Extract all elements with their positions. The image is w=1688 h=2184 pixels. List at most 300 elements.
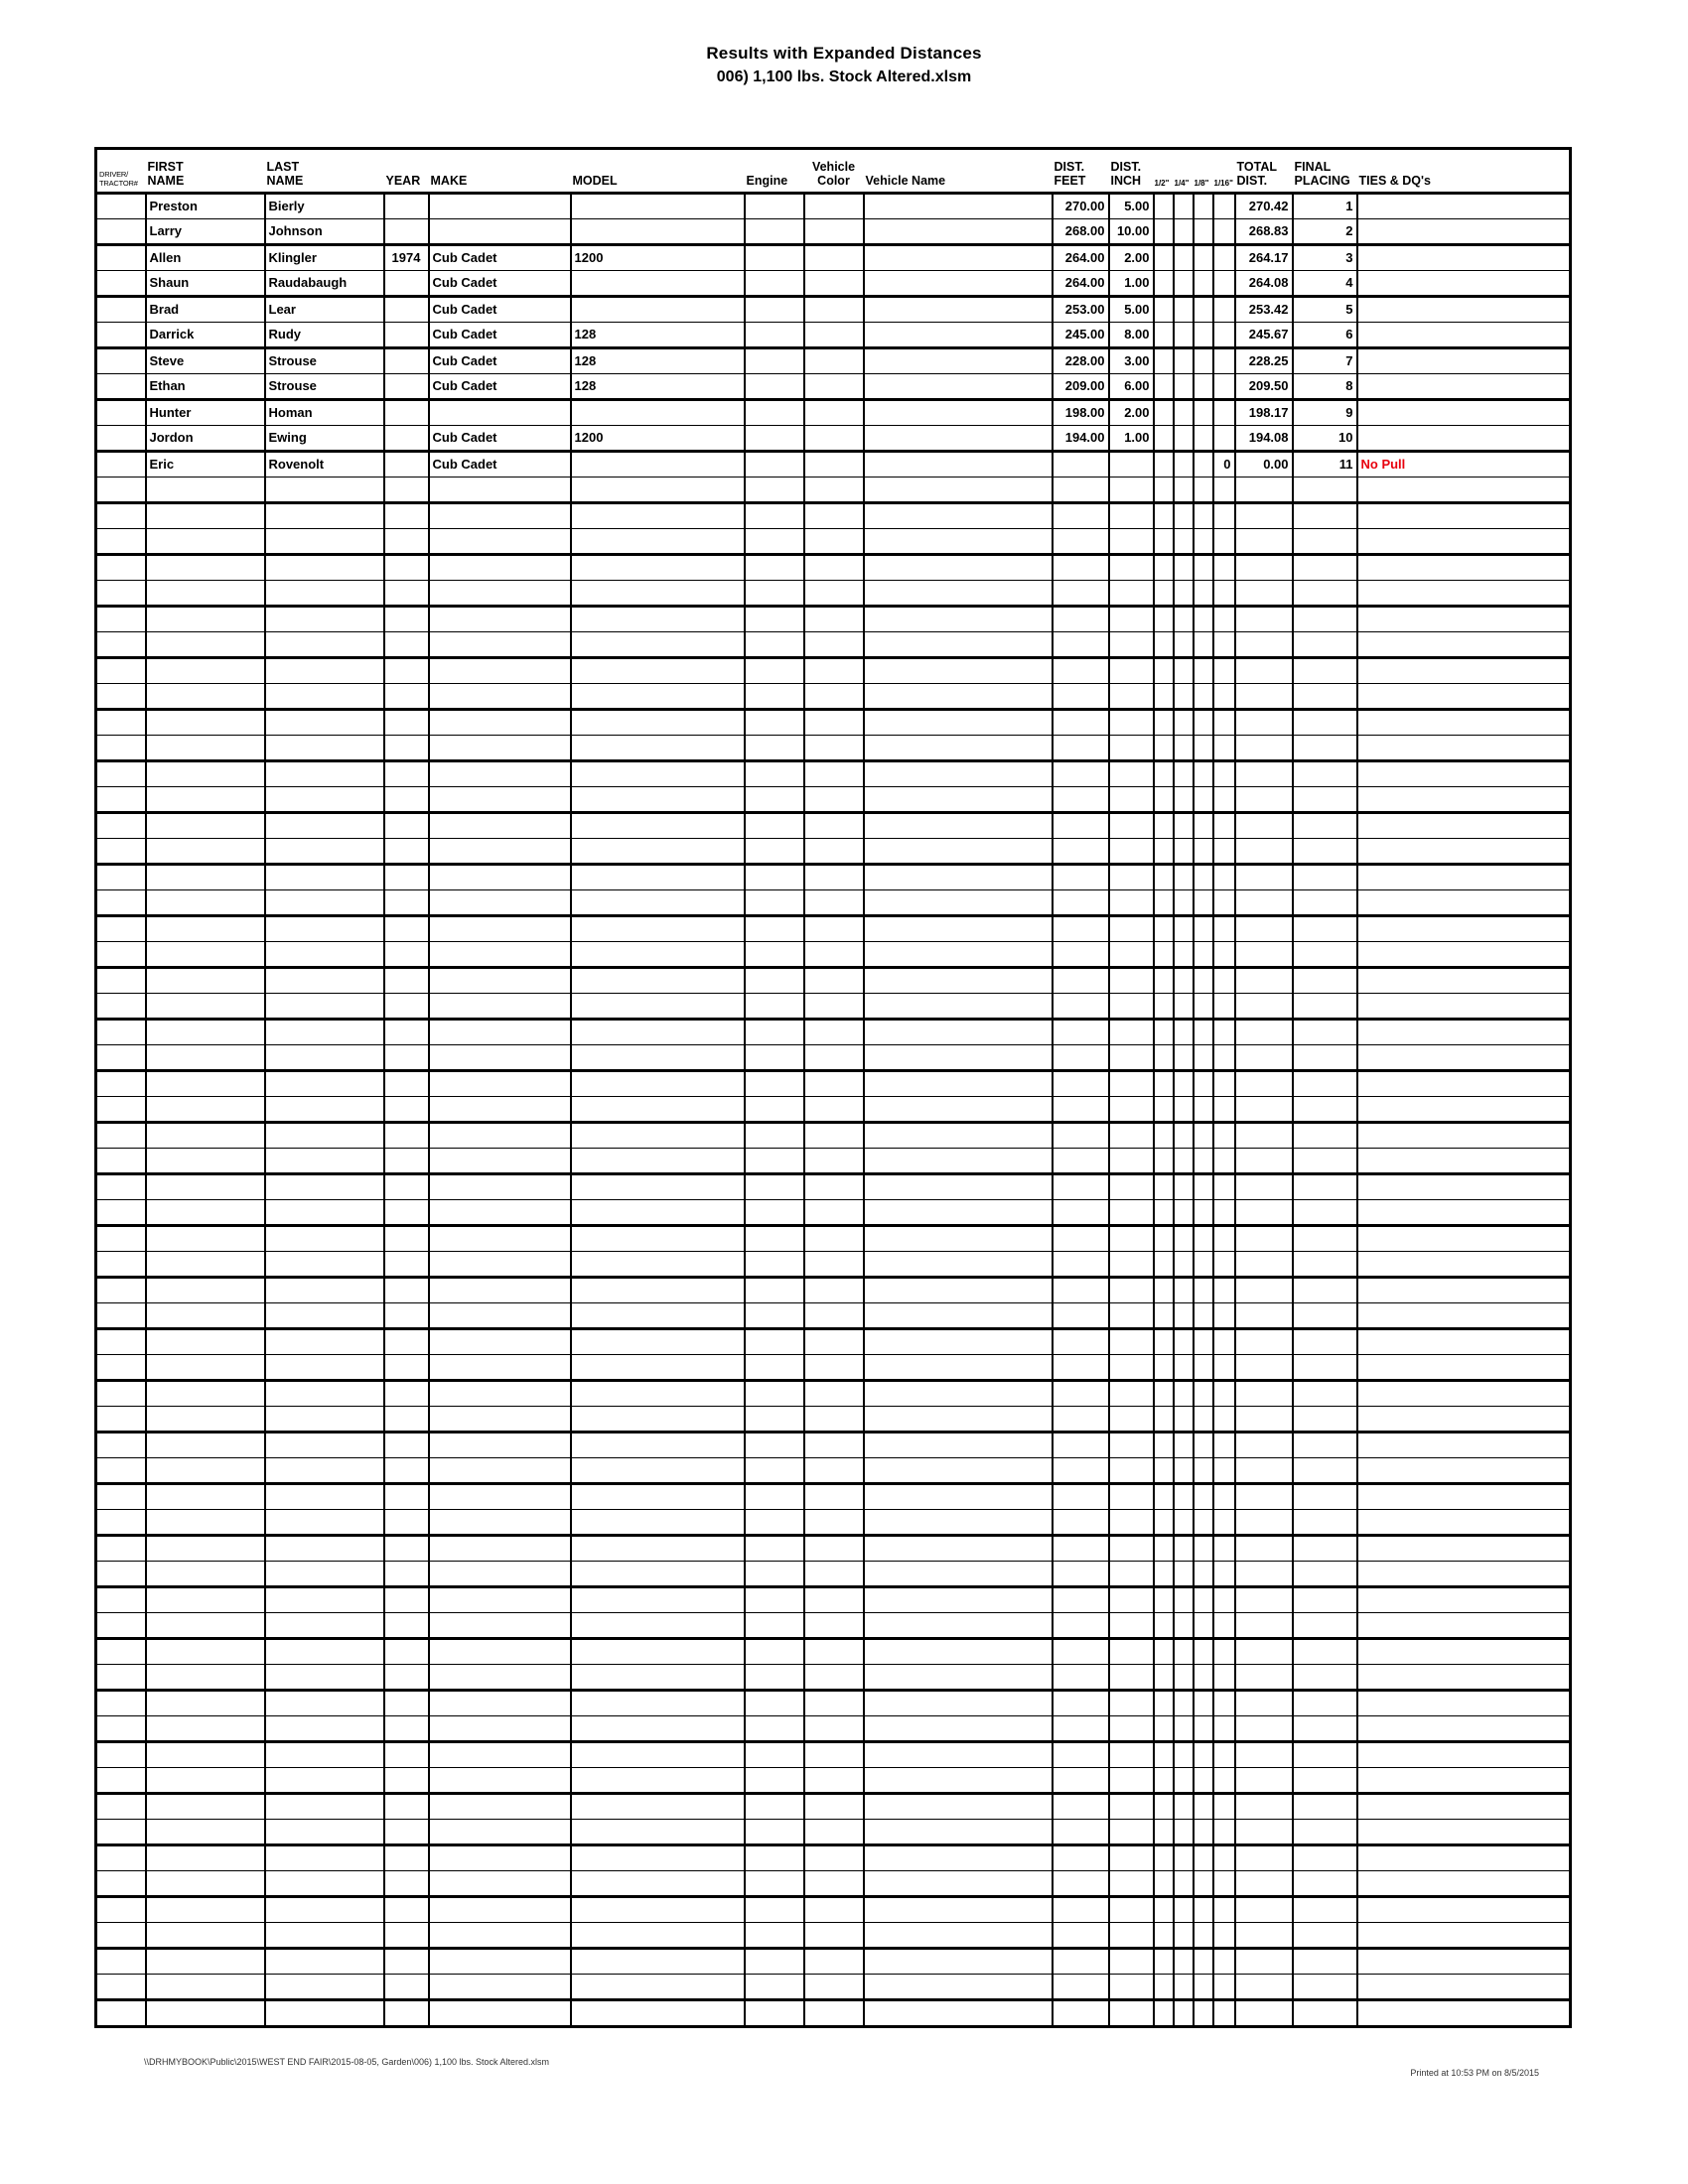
- cell-quarter: [1174, 1613, 1194, 1639]
- column-header-color: [804, 149, 864, 194]
- cell-last: [265, 555, 384, 581]
- cell-quarter: [1174, 916, 1194, 942]
- header-line1: FIRST: [147, 159, 184, 174]
- cell-ties: [1357, 400, 1571, 426]
- cell-ties: [1357, 1845, 1571, 1871]
- cell-name: [864, 245, 1053, 271]
- cell-feet: [1053, 761, 1109, 787]
- cell-color: [804, 1742, 864, 1768]
- cell-total: 270.42: [1235, 194, 1293, 219]
- cell-inch: [1109, 787, 1154, 813]
- cell-make: [429, 1433, 571, 1458]
- cell-name: [864, 323, 1053, 348]
- cell-sixteenth: [1213, 1768, 1235, 1794]
- cell-placing: [1293, 1252, 1357, 1278]
- cell-make: [429, 1045, 571, 1071]
- cell-engine: [745, 1845, 804, 1871]
- cell-first: [146, 1716, 265, 1742]
- cell-half: [1154, 1742, 1174, 1768]
- cell-feet: [1053, 968, 1109, 994]
- cell-half: [1154, 994, 1174, 1020]
- result-row: [96, 219, 1571, 245]
- cell-eighth: [1194, 942, 1213, 968]
- cell-half: [1154, 1923, 1174, 1949]
- cell-total: 228.25: [1235, 348, 1293, 374]
- cell-name: [864, 1923, 1053, 1949]
- cell-ties: [1357, 607, 1571, 632]
- cell-eighth: [1194, 1562, 1213, 1587]
- cell-model: [571, 865, 745, 890]
- cell-ties: [1357, 1768, 1571, 1794]
- cell-driver: [96, 1355, 146, 1381]
- cell-model: [571, 478, 745, 503]
- cell-ties: [1357, 271, 1571, 297]
- cell-ties: [1357, 658, 1571, 684]
- cell-first: [146, 1794, 265, 1820]
- cell-engine: [745, 555, 804, 581]
- cell-name: [864, 1691, 1053, 1716]
- cell-half: [1154, 839, 1174, 865]
- cell-inch: 2.00: [1109, 400, 1154, 426]
- cell-quarter: [1174, 1510, 1194, 1536]
- cell-inch: 8.00: [1109, 323, 1154, 348]
- cell-name: [864, 890, 1053, 916]
- cell-name: [864, 658, 1053, 684]
- cell-make: [429, 529, 571, 555]
- cell-color: [804, 1045, 864, 1071]
- cell-placing: [1293, 1665, 1357, 1691]
- cell-placing: [1293, 503, 1357, 529]
- cell-year: [384, 503, 429, 529]
- empty-row: [96, 1665, 1571, 1691]
- cell-make: Cub Cadet: [429, 323, 571, 348]
- cell-placing: [1293, 581, 1357, 607]
- empty-row: [96, 1484, 1571, 1510]
- cell-inch: [1109, 1097, 1154, 1123]
- cell-half: [1154, 478, 1174, 503]
- cell-placing: [1293, 1355, 1357, 1381]
- cell-feet: 253.00: [1053, 297, 1109, 323]
- cell-ties: [1357, 1587, 1571, 1613]
- cell-half: [1154, 297, 1174, 323]
- cell-eighth: [1194, 1742, 1213, 1768]
- cell-inch: [1109, 710, 1154, 736]
- cell-year: [384, 865, 429, 890]
- column-header-half: [1154, 149, 1174, 194]
- cell-placing: [1293, 813, 1357, 839]
- empty-row: [96, 1458, 1571, 1484]
- empty-row: [96, 1923, 1571, 1949]
- cell-half: [1154, 1665, 1174, 1691]
- cell-color: [804, 1303, 864, 1329]
- cell-inch: [1109, 1071, 1154, 1097]
- cell-sixteenth: [1213, 245, 1235, 271]
- cell-half: [1154, 271, 1174, 297]
- cell-sixteenth: [1213, 529, 1235, 555]
- cell-inch: [1109, 1355, 1154, 1381]
- cell-placing: [1293, 1742, 1357, 1768]
- cell-driver: [96, 374, 146, 400]
- cell-inch: [1109, 761, 1154, 787]
- cell-feet: [1053, 1923, 1109, 1949]
- cell-quarter: [1174, 529, 1194, 555]
- cell-name: [864, 426, 1053, 452]
- cell-color: [804, 839, 864, 865]
- cell-inch: [1109, 1639, 1154, 1665]
- cell-quarter: [1174, 1484, 1194, 1510]
- cell-feet: [1053, 1768, 1109, 1794]
- cell-inch: [1109, 1433, 1154, 1458]
- cell-placing: [1293, 632, 1357, 658]
- column-header-year: [384, 149, 429, 194]
- empty-row: [96, 1691, 1571, 1716]
- cell-feet: [1053, 1329, 1109, 1355]
- cell-model: [571, 1149, 745, 1174]
- cell-model: [571, 1174, 745, 1200]
- cell-half: [1154, 452, 1174, 478]
- cell-engine: [745, 1484, 804, 1510]
- cell-sixteenth: [1213, 916, 1235, 942]
- cell-total: [1235, 736, 1293, 761]
- cell-sixteenth: [1213, 1484, 1235, 1510]
- cell-placing: 9: [1293, 400, 1357, 426]
- cell-placing: [1293, 1097, 1357, 1123]
- column-header-first: [146, 149, 265, 194]
- cell-make: Cub Cadet: [429, 245, 571, 271]
- cell-make: [429, 555, 571, 581]
- cell-quarter: [1174, 942, 1194, 968]
- cell-last: [265, 632, 384, 658]
- cell-last: Klingler: [265, 245, 384, 271]
- cell-inch: [1109, 529, 1154, 555]
- cell-total: 264.08: [1235, 271, 1293, 297]
- cell-year: [384, 1665, 429, 1691]
- cell-year: [384, 452, 429, 478]
- cell-last: [265, 787, 384, 813]
- cell-first: [146, 1613, 265, 1639]
- cell-color: [804, 684, 864, 710]
- cell-make: [429, 503, 571, 529]
- cell-eighth: [1194, 1252, 1213, 1278]
- cell-color: [804, 452, 864, 478]
- cell-total: [1235, 1045, 1293, 1071]
- cell-last: [265, 1587, 384, 1613]
- cell-year: [384, 1794, 429, 1820]
- cell-half: [1154, 1562, 1174, 1587]
- cell-name: [864, 374, 1053, 400]
- cell-engine: [745, 1226, 804, 1252]
- cell-first: [146, 2000, 265, 2027]
- cell-make: [429, 1407, 571, 1433]
- cell-total: [1235, 787, 1293, 813]
- cell-make: Cub Cadet: [429, 452, 571, 478]
- cell-feet: [1053, 1665, 1109, 1691]
- cell-placing: [1293, 658, 1357, 684]
- cell-quarter: [1174, 1949, 1194, 1975]
- cell-engine: [745, 529, 804, 555]
- cell-quarter: [1174, 607, 1194, 632]
- cell-first: [146, 1845, 265, 1871]
- cell-year: [384, 1020, 429, 1045]
- cell-placing: [1293, 1820, 1357, 1845]
- header-line2: MAKE: [430, 174, 468, 189]
- cell-last: Strouse: [265, 348, 384, 374]
- empty-row: [96, 1123, 1571, 1149]
- cell-quarter: [1174, 1587, 1194, 1613]
- cell-name: [864, 1252, 1053, 1278]
- cell-year: [384, 761, 429, 787]
- cell-total: [1235, 1329, 1293, 1355]
- cell-driver: [96, 632, 146, 658]
- cell-color: [804, 710, 864, 736]
- cell-year: [384, 1768, 429, 1794]
- cell-first: [146, 1458, 265, 1484]
- cell-model: [571, 452, 745, 478]
- cell-year: [384, 297, 429, 323]
- cell-inch: [1109, 916, 1154, 942]
- cell-quarter: [1174, 994, 1194, 1020]
- cell-quarter: [1174, 1458, 1194, 1484]
- cell-model: [571, 736, 745, 761]
- cell-first: [146, 1407, 265, 1433]
- cell-make: Cub Cadet: [429, 426, 571, 452]
- cell-total: 264.17: [1235, 245, 1293, 271]
- cell-engine: [745, 348, 804, 374]
- cell-engine: [745, 271, 804, 297]
- cell-eighth: [1194, 1845, 1213, 1871]
- cell-half: [1154, 1381, 1174, 1407]
- cell-eighth: [1194, 1871, 1213, 1897]
- cell-inch: [1109, 1665, 1154, 1691]
- cell-feet: [1053, 658, 1109, 684]
- empty-row: [96, 787, 1571, 813]
- cell-driver: [96, 710, 146, 736]
- cell-eighth: [1194, 478, 1213, 503]
- empty-row: [96, 968, 1571, 994]
- cell-quarter: [1174, 1768, 1194, 1794]
- cell-driver: [96, 581, 146, 607]
- cell-ties: [1357, 761, 1571, 787]
- cell-half: [1154, 555, 1174, 581]
- cell-year: [384, 1433, 429, 1458]
- cell-color: [804, 1871, 864, 1897]
- cell-feet: 270.00: [1053, 194, 1109, 219]
- cell-eighth: [1194, 1123, 1213, 1149]
- cell-last: [265, 1665, 384, 1691]
- cell-name: [864, 632, 1053, 658]
- cell-first: [146, 1768, 265, 1794]
- cell-eighth: [1194, 1768, 1213, 1794]
- cell-engine: [745, 1510, 804, 1536]
- cell-driver: [96, 478, 146, 503]
- empty-row: [96, 710, 1571, 736]
- cell-ties: [1357, 503, 1571, 529]
- cell-model: [571, 1071, 745, 1097]
- cell-inch: [1109, 1200, 1154, 1226]
- header-line1: Vehicle: [811, 159, 856, 174]
- cell-placing: [1293, 1329, 1357, 1355]
- cell-make: [429, 1975, 571, 2000]
- cell-inch: [1109, 1794, 1154, 1820]
- cell-first: [146, 1123, 265, 1149]
- cell-half: [1154, 245, 1174, 271]
- cell-make: [429, 1020, 571, 1045]
- cell-first: [146, 1020, 265, 1045]
- cell-color: [804, 1975, 864, 2000]
- cell-year: [384, 787, 429, 813]
- cell-quarter: [1174, 787, 1194, 813]
- cell-half: [1154, 1949, 1174, 1975]
- cell-model: [571, 1200, 745, 1226]
- cell-make: [429, 839, 571, 865]
- cell-ties: [1357, 1071, 1571, 1097]
- cell-sixteenth: [1213, 1742, 1235, 1768]
- cell-half: [1154, 1097, 1174, 1123]
- cell-last: [265, 890, 384, 916]
- empty-row: [96, 1716, 1571, 1742]
- cell-driver: [96, 323, 146, 348]
- cell-inch: [1109, 1174, 1154, 1200]
- cell-last: [265, 710, 384, 736]
- cell-first: [146, 503, 265, 529]
- cell-feet: 245.00: [1053, 323, 1109, 348]
- result-row: [96, 297, 1571, 323]
- cell-feet: [1053, 1871, 1109, 1897]
- cell-feet: [1053, 632, 1109, 658]
- cell-name: [864, 1613, 1053, 1639]
- header-row: [96, 149, 1571, 194]
- empty-row: [96, 581, 1571, 607]
- cell-placing: [1293, 1303, 1357, 1329]
- cell-model: [571, 1097, 745, 1123]
- cell-eighth: [1194, 968, 1213, 994]
- cell-eighth: [1194, 1716, 1213, 1742]
- empty-row: [96, 1226, 1571, 1252]
- cell-last: [265, 1458, 384, 1484]
- cell-last: [265, 1768, 384, 1794]
- cell-name: [864, 555, 1053, 581]
- cell-last: [265, 1923, 384, 1949]
- cell-engine: [745, 916, 804, 942]
- empty-row: [96, 1613, 1571, 1639]
- cell-driver: [96, 297, 146, 323]
- cell-name: [864, 1845, 1053, 1871]
- cell-driver: [96, 1871, 146, 1897]
- cell-last: [265, 1562, 384, 1587]
- cell-sixteenth: [1213, 1278, 1235, 1303]
- cell-total: [1235, 1407, 1293, 1433]
- cell-total: [1235, 1174, 1293, 1200]
- cell-feet: [1053, 1587, 1109, 1613]
- cell-sixteenth: [1213, 2000, 1235, 2027]
- cell-half: [1154, 400, 1174, 426]
- cell-half: [1154, 1794, 1174, 1820]
- empty-row: [96, 607, 1571, 632]
- cell-ties: [1357, 1923, 1571, 1949]
- cell-engine: [745, 1691, 804, 1716]
- cell-total: [1235, 1613, 1293, 1639]
- result-row: [96, 452, 1571, 478]
- cell-quarter: [1174, 1407, 1194, 1433]
- cell-last: [265, 1329, 384, 1355]
- empty-row: [96, 555, 1571, 581]
- cell-engine: [745, 1536, 804, 1562]
- cell-inch: [1109, 1923, 1154, 1949]
- cell-model: [571, 890, 745, 916]
- cell-quarter: [1174, 219, 1194, 245]
- cell-engine: [745, 1613, 804, 1639]
- cell-year: [384, 1897, 429, 1923]
- cell-make: [429, 1071, 571, 1097]
- empty-row: [96, 1381, 1571, 1407]
- cell-model: [571, 839, 745, 865]
- cell-last: [265, 529, 384, 555]
- header-line2: 1/2": [1154, 178, 1170, 188]
- cell-last: [265, 2000, 384, 2027]
- cell-color: [804, 916, 864, 942]
- cell-total: [1235, 1897, 1293, 1923]
- cell-make: [429, 1949, 571, 1975]
- cell-placing: [1293, 1510, 1357, 1536]
- header-line1: DRIVER/: [99, 170, 129, 180]
- cell-engine: [745, 400, 804, 426]
- cell-model: [571, 1742, 745, 1768]
- cell-half: [1154, 1433, 1174, 1458]
- cell-make: [429, 1123, 571, 1149]
- cell-name: [864, 1226, 1053, 1252]
- cell-last: [265, 684, 384, 710]
- cell-driver: [96, 736, 146, 761]
- cell-total: 253.42: [1235, 297, 1293, 323]
- cell-total: [1235, 1381, 1293, 1407]
- column-header-feet: [1053, 149, 1109, 194]
- empty-row: [96, 1303, 1571, 1329]
- cell-name: [864, 916, 1053, 942]
- cell-name: [864, 219, 1053, 245]
- header-line2: 1/16": [1213, 178, 1233, 188]
- cell-ties: [1357, 942, 1571, 968]
- cell-last: [265, 1871, 384, 1897]
- cell-eighth: [1194, 1097, 1213, 1123]
- cell-color: [804, 1768, 864, 1794]
- cell-last: [265, 1897, 384, 1923]
- cell-eighth: [1194, 503, 1213, 529]
- cell-total: [1235, 581, 1293, 607]
- cell-driver: [96, 503, 146, 529]
- cell-ties: [1357, 684, 1571, 710]
- column-header-engine: [745, 149, 804, 194]
- cell-inch: 6.00: [1109, 374, 1154, 400]
- cell-first: [146, 555, 265, 581]
- cell-feet: [1053, 994, 1109, 1020]
- cell-driver: [96, 942, 146, 968]
- cell-make: [429, 194, 571, 219]
- cell-last: Bierly: [265, 194, 384, 219]
- cell-year: [384, 1123, 429, 1149]
- cell-engine: [745, 1897, 804, 1923]
- cell-quarter: [1174, 1716, 1194, 1742]
- cell-placing: [1293, 1845, 1357, 1871]
- cell-inch: [1109, 1381, 1154, 1407]
- cell-sixteenth: [1213, 219, 1235, 245]
- cell-last: [265, 865, 384, 890]
- cell-quarter: [1174, 503, 1194, 529]
- cell-total: [1235, 1923, 1293, 1949]
- cell-engine: [745, 219, 804, 245]
- cell-feet: [1053, 1149, 1109, 1174]
- cell-name: [864, 865, 1053, 890]
- footer-file-path: \\DRHMYBOOK\Public\2015\WEST END FAIR\2015-08-05, Garden\006) 1,100 lbs. Stock Altered.xlsm: [144, 2057, 550, 2067]
